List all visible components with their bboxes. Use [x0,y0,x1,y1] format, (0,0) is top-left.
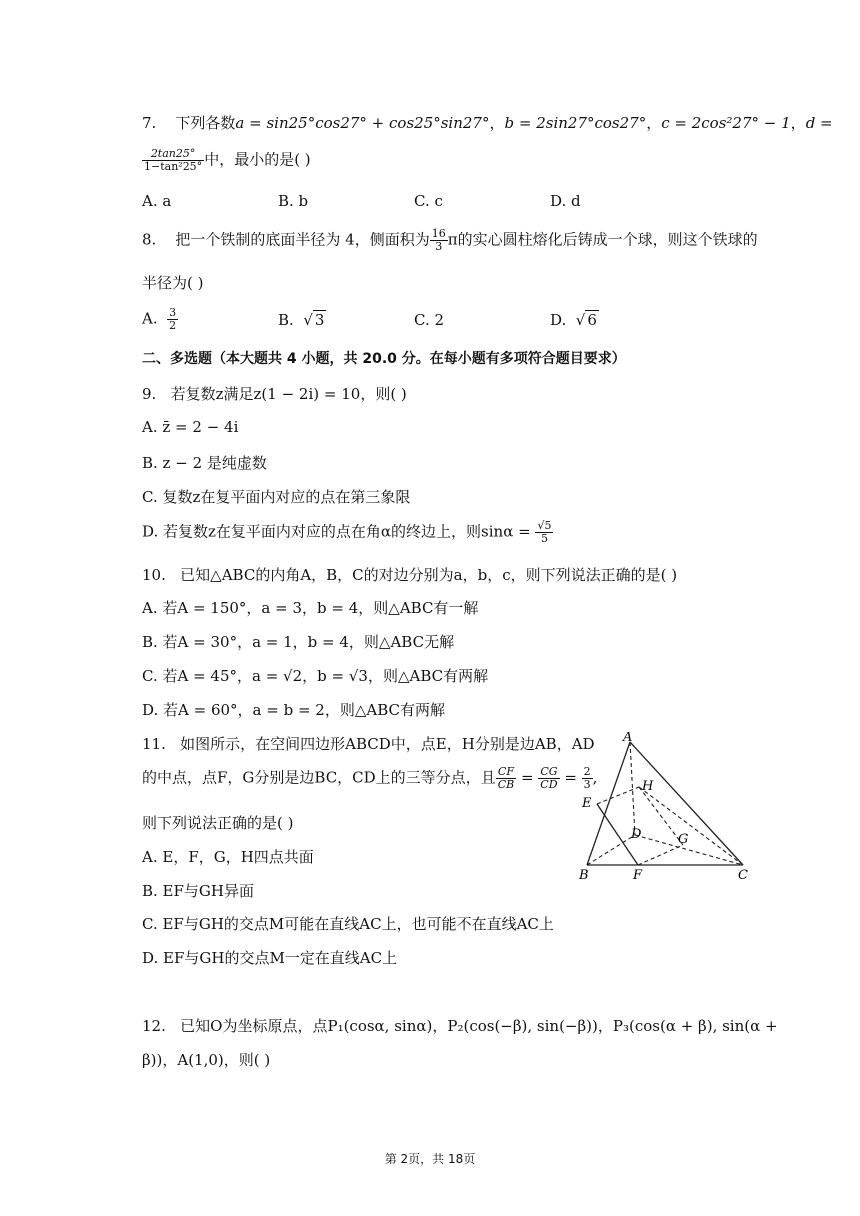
q7-option-c: C. c [414,192,443,210]
q12-stem-cont: β))，A(1,0)，则( ) [142,1051,271,1069]
q8-option-b: B. √ 3 [278,311,325,329]
q11-option-b: B. EF与GH异面 [142,882,254,900]
q12-stem: 12. 已知O为坐标原点，点P₁(cosα, sinα)，P₂(cos(−β), sin(−β))，P₃(cos(α + β), sin(α + [142,1017,778,1035]
label-D: D [631,827,642,842]
tetrahedron-figure [575,732,765,882]
q7-fraction: $\frac{2\tan 25^\circ}{\text{1−tan²25°}}$ [144,147,203,173]
q7-stem-cont: $\frac{2\tan 25^\circ}{\text{1−tan²25°}}$ 中，最小的是( ) [144,147,311,173]
q8-stem: 8. 把一个铁制的底面半径为 4，侧面积为 $\frac{16}{3}$ π的实心圆柱熔化后铸成一个球，则这个铁球的 [142,227,758,253]
q7-option-b: B. b [278,192,309,210]
q9-option-a: A. z̄ = 2 − 4i [142,418,239,436]
label-F: F [633,868,643,882]
q8-option-a: A. $\frac{3}{2}$ [142,306,177,332]
q8-fraction: $\frac{16}{3}$ [431,227,446,253]
q11-option-c: C. EF与GH的交点M可能在直线AC上，也可能不在直线AC上 [142,915,554,933]
q10-option-c: C. 若A = 45°，a = √2，b = √3，则△ABC有两解 [142,667,489,685]
label-E: E [582,796,592,811]
q9-option-b: B. z − 2 是纯虚数 [142,454,267,472]
label-A: A [623,732,633,745]
q8-option-c: C. 2 [414,311,445,329]
page-footer: 第 2页，共 18页 [384,1152,476,1166]
q11-option-a: A. E，F，G，H四点共面 [142,848,314,866]
label-C: C [738,868,748,882]
label-H: H [642,779,654,794]
q9-option-d: D. 若复数z在复平面内对应的点在角α的终边上，则sinα = $\frac{√5}{5}$ [142,519,552,545]
q10-stem: 10. 已知△ABC的内角A，B，C的对边分别为a，b，c，则下列说法正确的是( ) [142,566,678,584]
q7-number: 7. [142,114,157,132]
q10-option-b: B. 若A = 30°，a = 1，b = 4，则△ABC无解 [142,633,455,651]
q10-option-a: A. 若A = 150°，a = 3，b = 4，则△ABC有一解 [142,599,479,617]
q11-stem-line3: 则下列说法正确的是( ) [142,814,294,832]
q7-stem: 7. 下列各数a = sin25°cos27° + cos25°sin27°，b = 2sin27°cos27°，c = 2cos²27° − 1，d = [142,114,833,132]
q8-stem-cont: 半径为( ) [142,274,204,292]
label-B: B [579,868,589,882]
q10-option-d: D. 若A = 60°，a = b = 2，则△ABC有两解 [142,701,445,719]
section-heading: 二、多选题（本大题共 4 小题，共 20.0 分。在每小题有多项符合题目要求） [142,351,626,367]
q7-option-d: D. d [550,192,581,210]
q9-stem: 9. 若复数z满足z(1 − 2i) = 10，则( ) [142,385,407,403]
q7-option-a: A. a [142,192,172,210]
q11-stem: 11. 如图所示，在空间四边形ABCD中，点E，H分别是边AB，AD [142,735,595,753]
q11-stem-cont: 的中点，点F，G分别是边BC，CD上的三等分点，且 $\frac{CF}{CB}$ = $\frac{CG}{CD}$ = $\frac{2}{3}$ , [142,765,598,791]
q8-option-d: D. √ 6 [550,311,597,329]
q9-option-c: C. 复数z在复平面内对应的点在第三象限 [142,488,411,506]
label-G: G [678,832,689,847]
q11-option-d: D. EF与GH的交点M一定在直线AC上 [142,949,398,967]
